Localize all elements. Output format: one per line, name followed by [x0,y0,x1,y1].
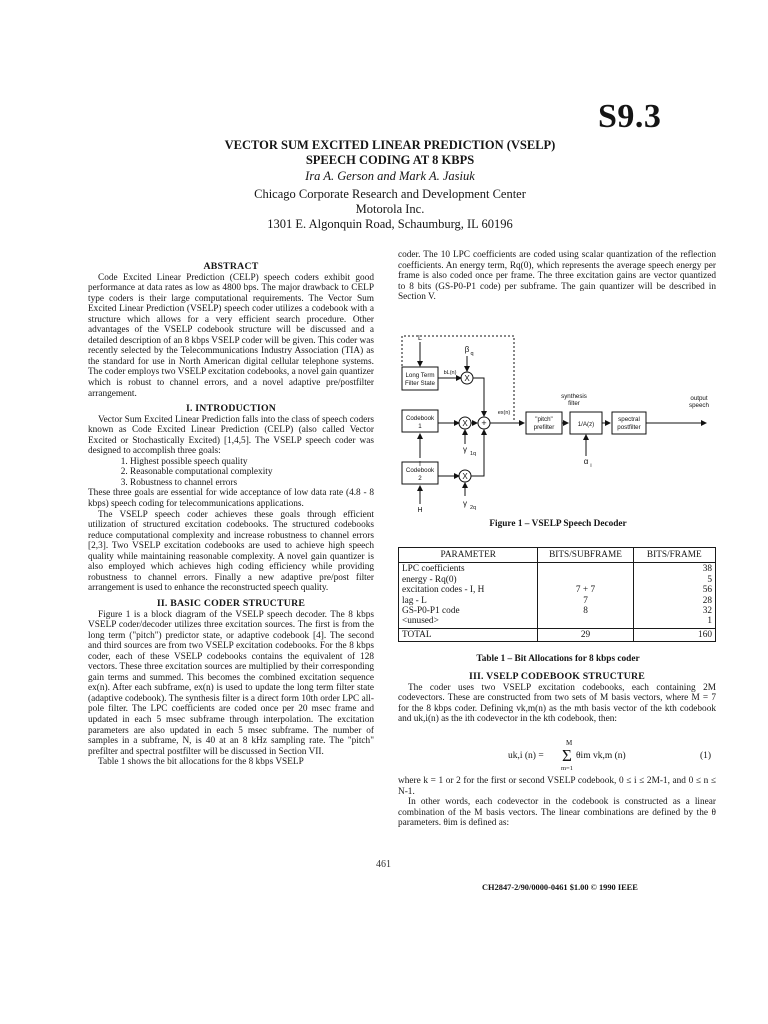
table-frame-cell [633,563,715,628]
total-label-cell: TOTAL [399,628,538,641]
gamma2-mult-symbol: X [462,472,468,481]
beta-label: β [464,345,470,354]
beta-sub-label: q [470,351,474,357]
param-name: excitation codes - I, H [402,585,485,596]
bit-allocation-table [398,547,716,642]
right-column-top [398,250,716,303]
page-number: 461 [376,859,391,870]
input-l-label: L [418,335,422,342]
total-subframe-cell: 29 [538,628,633,641]
codebook-section-cont [398,776,716,829]
equation-upper-limit: M [566,739,573,747]
param-name: <unused> [402,616,439,627]
goal-item: 3. Robustness to channel errors [130,478,374,489]
spectral-postfilter-label-1: spectral [618,416,640,423]
codebook-2-label-1: Codebook [405,467,435,474]
beta-mult-symbol: X [464,374,470,383]
equation-lower-limit: m=1 [561,765,573,772]
frame-value: 5 [707,574,712,585]
codebook-1-label-2: 1 [418,423,422,430]
spectral-postfilter-label-2: postfilter [617,424,641,431]
param-name: energy - Rq(0) [402,574,457,585]
input-i-label: I [419,461,421,468]
right-intro-paragraph: coder. The 10 LPC coefficients are coded using scalar quantization of the reflection coefficients. An energy term, Rq(0), which represents the average speech energy per frame is also coded once per frame. The three excitation gains are vector quantized to 8 bits (GS-P0-P1 code) per subframe. The gain quantizer will be described in Section V. [398,250,716,303]
figure-caption: Figure 1 – VSELP Speech Decoder [489,519,627,529]
goals-list [88,457,374,489]
codebook-paragraph-2: where k = 1 or 2 for the first or second VSELP codebook, 0 ≤ i ≤ 2M-1, and 0 ≤ n ≤ N-1. [398,776,716,797]
subframe-value [541,575,629,585]
goal-item: 2. Reasonable computational complexity [130,467,374,478]
param-name: GS-P0-P1 code [402,606,460,617]
subframe-value: 8 [583,606,588,617]
decoder-block-diagram [396,328,716,518]
intro-paragraph-1: Vector Sum Excited Linear Prediction falls into the class of speech coders known as Code Excited Linear Prediction (CELP) (also called Vector Excited or Stochastically Excited) [1,4,5]. The VSELP speech coder was designed to accomplish three goals: [88,414,374,457]
basic-structure-paragraph-1: Figure 1 is a block diagram of the VSELP speech decoder. The 8 kbps VSELP coder/decoder utilizes three excitation sources. The first is from the long term ("pitch") predictor state, or adaptive codebook [4]. The second and third sources are from two VSELP excitation codebooks. For the 8 kbps coder, each of these VSELP codebooks contains the equivalent of 128 vectors. These three excitation sources are multiplied by their corresponding gain terms and summed. This becomes the combined excitation sequence ex(n). After each subframe, ex(n) is used to update the long term filter state (adaptive codebook). The synthesis filter is a direct form 10th order LPC all-pole filter. The LPC coefficients are coded once per 20 msec frame and updated in each 5 msec subframe through interpolation. The excitation parameters are also updated in each 5 msec subframe. The number of samples in a subframe, N, is 40 at an 8 kHz sampling rate. The "pitch" prefilter and spectral postfilter will be discussed in Section VII. [88,609,374,757]
intro-heading: I. INTRODUCTION [185,403,277,415]
output-speech-label-2: speech [689,402,709,409]
frame-value: 28 [702,595,712,606]
table-param-cell [399,563,538,628]
subframe-value [541,564,629,574]
bl-label: bL(n) [443,370,457,376]
synthesis-caption-1: synthesis [561,393,587,400]
table-header-cell: PARAMETER [399,548,538,563]
copyright-footer: CH2847-2/90/0000-0461 $1.00 © 1990 IEEE [482,883,638,892]
table-header-cell: BITS/FRAME [633,548,715,563]
path-to-sum [473,378,484,416]
param-name: LPC coefficients [402,564,465,575]
basic-structure-paragraph-2: Table 1 shows the bit allocations for the 8 kbps VSELP [98,757,304,768]
codebook-paragraph-3: In other words, each codevector in the codebook is constructed as a linear combination of the M basis vectors. The linear combinations are defined by the θ parameters. θim is defined as: [398,797,716,829]
authors: Ira A. Gerson and Mark A. Jasiuk [305,169,475,183]
equation-lhs: uk,i (n) = [508,751,544,761]
frame-value: 56 [702,585,712,596]
codebook-heading: III. VSELP CODEBOOK STRUCTURE [468,671,646,682]
affiliation-line-2: Motorola Inc. [355,202,425,216]
session-number: S9.3 [598,98,662,135]
paper-title-line-1: VECTOR SUM EXCITED LINEAR PREDICTION (VSELP) [224,138,556,152]
gamma2-sub-label: 2q [469,505,477,511]
left-column [88,262,374,768]
alpha-label: α [583,457,589,466]
paper-title-line-2: SPEECH CODING AT 8 KBPS [305,153,475,167]
goal-item: 1. Highest possible speech quality [130,457,374,468]
equation-body: θim vk,m (n) [576,751,626,761]
table-total-row [399,628,716,641]
table-caption: Table 1 – Bit Allocations for 8 kbps coder [476,654,640,664]
total-frame-cell: 160 [633,628,715,641]
codebook-2-label-2: 2 [418,475,422,482]
subframe-value: 7 + 7 [575,585,596,596]
abstract-text: Code Excited Linear Prediction (CELP) speech coders exhibit good performance at data rates as low as 4800 bps. The major drawback to CELP type coders is their large computational requirements. The Vector Sum Excited Linear Prediction (VSELP) speech coder utilizes a codebook with a structure which allows for a very efficient search procedure. Other advantages of the VSELP codebook structure will be discussed and a detailed description of an 8 kbps VSELP coder will be given. This coder was recently selected by the Telecommunications Industry Association (TIA) as the standard for use in North American digital cellular telephone systems. The coder employs two VSELP excitation codebooks, a novel gain quantizer which is robust to channel errors, and a novel adaptive pre/postfilter arrangement. [88,272,374,399]
codebook-1-label-1: Codebook [405,415,435,422]
param-name: lag - L [402,595,427,606]
frame-value: 32 [702,606,712,617]
affiliation-line-1: Chicago Corporate Research and Development Center [254,187,526,201]
table-header-row [399,548,716,563]
long-term-label-1: Long Term [405,372,435,379]
gamma1-mult-symbol: X [462,419,468,428]
summation-symbol: Σ [562,746,572,765]
ex-label: ex(n) [497,410,511,416]
synthesis-caption-2: filter [568,400,580,407]
input-h-label: H [417,507,423,514]
output-speech-label-1: output [690,395,708,402]
intro-paragraph-3: The VSELP speech coder achieves these goals through efficient utilization of structured excitation codebooks. The structured codebooks reduce computational complexity and increase robustness to channel errors [2,3]. Two VSELP excitation codebooks are used to achieve high speech quality while maintaining reasonable complexity. A novel gain quantizer is also employed which achieves high coding efficiency while providing robustness to channel errors. Finally a new adaptive pre/post filter arrangement is used to enhance the reconstructed speech quality. [88,509,374,594]
table-header-cell: BITS/SUBFRAME [538,548,633,563]
intro-paragraph-2: These three goals are essential for wide acceptance of low data rate (4.8 - 8 kbps) speech coding for telecommunications applications. [88,488,374,510]
table-row [399,563,716,628]
gamma2-label: γ [463,499,467,508]
alpha-sub-label: i [590,463,592,469]
frame-value: 38 [702,564,712,575]
equation-number: (1) [700,751,712,761]
gamma1-sub-label: 1q [469,451,477,457]
pitch-prefilter-label-2: prefilter [533,424,555,431]
codebook-section [398,672,716,725]
pitch-prefilter-label-1: "pitch" [535,416,553,423]
sum-symbol: + [481,418,487,428]
synthesis-block-label: 1/A(z) [577,421,595,428]
long-term-label-2: Filter State [405,380,435,387]
gamma1-label: γ [463,445,467,454]
affiliation-line-3: 1301 E. Algonquin Road, Schaumburg, IL 60196 [267,217,513,231]
equation-1 [398,738,716,774]
frame-value: 1 [707,616,712,627]
basic-structure-heading: II. BASIC CODER STRUCTURE [156,597,306,609]
subframe-value: 7 [583,595,588,606]
codebook-paragraph-1: The coder uses two VSELP excitation codebooks, each containing 2M codevectors. These are constructed from two sets of M basis vectors, where M = 7 for the 8 kbps coder. Defining vk,m(n) as the mth basis vector of the kth codebook and uk,i(n) as the ith codevector in the kth codebook, then: [398,682,716,725]
subframe-value [541,616,629,626]
table-subframe-cell [538,563,633,628]
affiliation [150,187,630,232]
abstract-heading: ABSTRACT [203,261,259,272]
